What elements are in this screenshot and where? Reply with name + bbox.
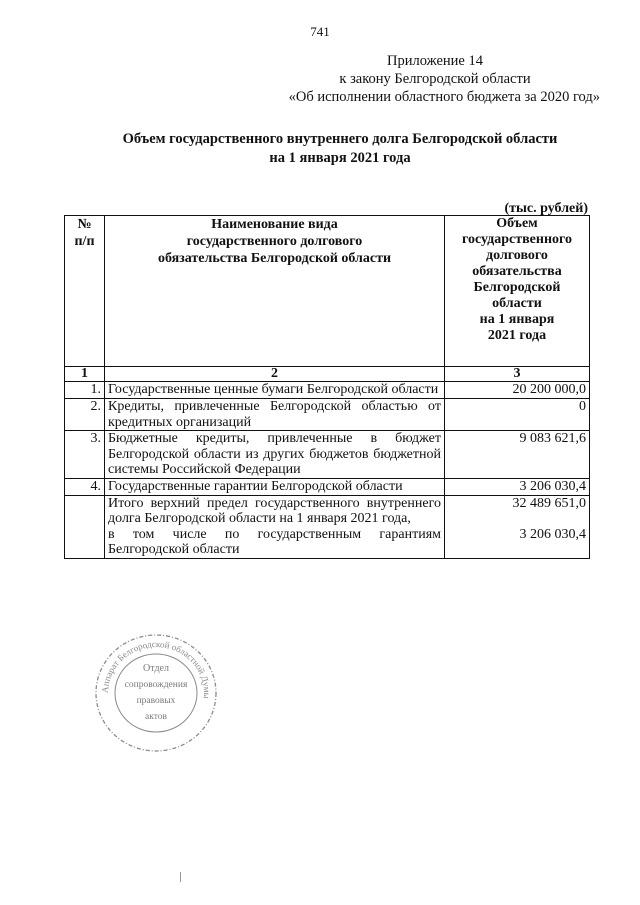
appendix-law-title: «Об исполнении областного бюджета за 2020 год» — [288, 89, 600, 105]
stamp-line-4: актов — [145, 712, 167, 722]
row-value: 20 200 000,0 — [445, 382, 590, 399]
row-number: 3. — [65, 431, 105, 479]
total-row — [65, 495, 590, 558]
header-value — [445, 216, 590, 367]
header-value-line: 2021 года — [487, 328, 547, 343]
column-index: 1 — [65, 367, 105, 382]
row-number — [65, 495, 105, 558]
header-value-line: долгового — [486, 248, 548, 263]
header-value-line: области — [492, 296, 542, 311]
document-title — [40, 130, 640, 168]
stamp-outer-ring — [96, 635, 216, 751]
scan-mark — [180, 872, 181, 882]
row-name: Государственные ценные бумаги Белгородской области — [105, 382, 445, 399]
header-num-line: № — [77, 217, 92, 232]
table-row — [65, 478, 590, 495]
header-name-line: Наименование вида — [211, 217, 338, 232]
header-value-line: на 1 января — [479, 312, 555, 327]
row-name: Кредиты, привлеченные Белгородской областью от кредитных организаций — [105, 399, 445, 431]
appendix-law-ref: к закону Белгородской области — [339, 71, 531, 87]
table-row — [65, 431, 590, 479]
row-number: 1. — [65, 382, 105, 399]
total-value — [445, 495, 590, 558]
column-index: 3 — [445, 367, 590, 382]
stamp-line-1: Отдел — [143, 663, 169, 674]
header-value-line: обязательства — [472, 264, 562, 279]
title-line-1: Объем государственного внутреннего долга Белгородской области — [122, 131, 558, 147]
header-name — [105, 216, 445, 367]
stamp-line-3: правовых — [136, 696, 176, 706]
header-num-line: п/п — [74, 234, 95, 249]
units-label: (тыс. рублей) — [504, 201, 588, 216]
header-value-line: государственного — [461, 232, 573, 247]
appendix-number: Приложение 14 — [387, 53, 483, 69]
title-line-2: на 1 января 2021 года — [269, 150, 411, 166]
row-name: Бюджетные кредиты, привлеченные в бюджет Белгородской области из других бюджетов бюджетной системы Российской Федерации — [105, 431, 445, 479]
official-stamp — [94, 632, 218, 754]
debt-table — [64, 215, 590, 559]
row-value: 0 — [445, 399, 590, 431]
row-number: 4. — [65, 478, 105, 495]
table-row — [65, 399, 590, 431]
header-row — [65, 216, 590, 367]
row-number: 2. — [65, 399, 105, 431]
column-index-row — [65, 367, 590, 382]
row-value: 9 083 621,6 — [445, 431, 590, 479]
header-num — [65, 216, 105, 367]
page-number: 741 — [310, 24, 330, 39]
header-value-line: Белгородской — [473, 280, 561, 295]
total-guarantees-amount: 3 206 030,4 — [519, 526, 586, 542]
spacer — [448, 511, 586, 527]
header-name-line: обязательства Белгородской области — [157, 251, 392, 266]
column-index: 2 — [105, 367, 445, 382]
header-value-line: Объем — [496, 216, 538, 231]
total-name — [105, 495, 445, 558]
row-value: 3 206 030,4 — [445, 478, 590, 495]
header-name-line: государственного долгового — [186, 234, 363, 249]
row-name: Государственные гарантии Белгородской области — [105, 478, 445, 495]
total-amount: 32 489 651,0 — [512, 495, 586, 511]
appendix-header — [270, 52, 600, 106]
stamp-ring-text: Аппарат Белгородской областной Думы — [99, 638, 213, 700]
total-sub-label: в том числе по государственным гарантиям Белгородской области — [108, 526, 441, 557]
total-label: Итого верхний предел государственного внутреннего долга Белгородской области на 1 января 2021 года, — [108, 495, 441, 526]
stamp-line-2: сопровождения — [124, 680, 188, 690]
table-row — [65, 382, 590, 399]
